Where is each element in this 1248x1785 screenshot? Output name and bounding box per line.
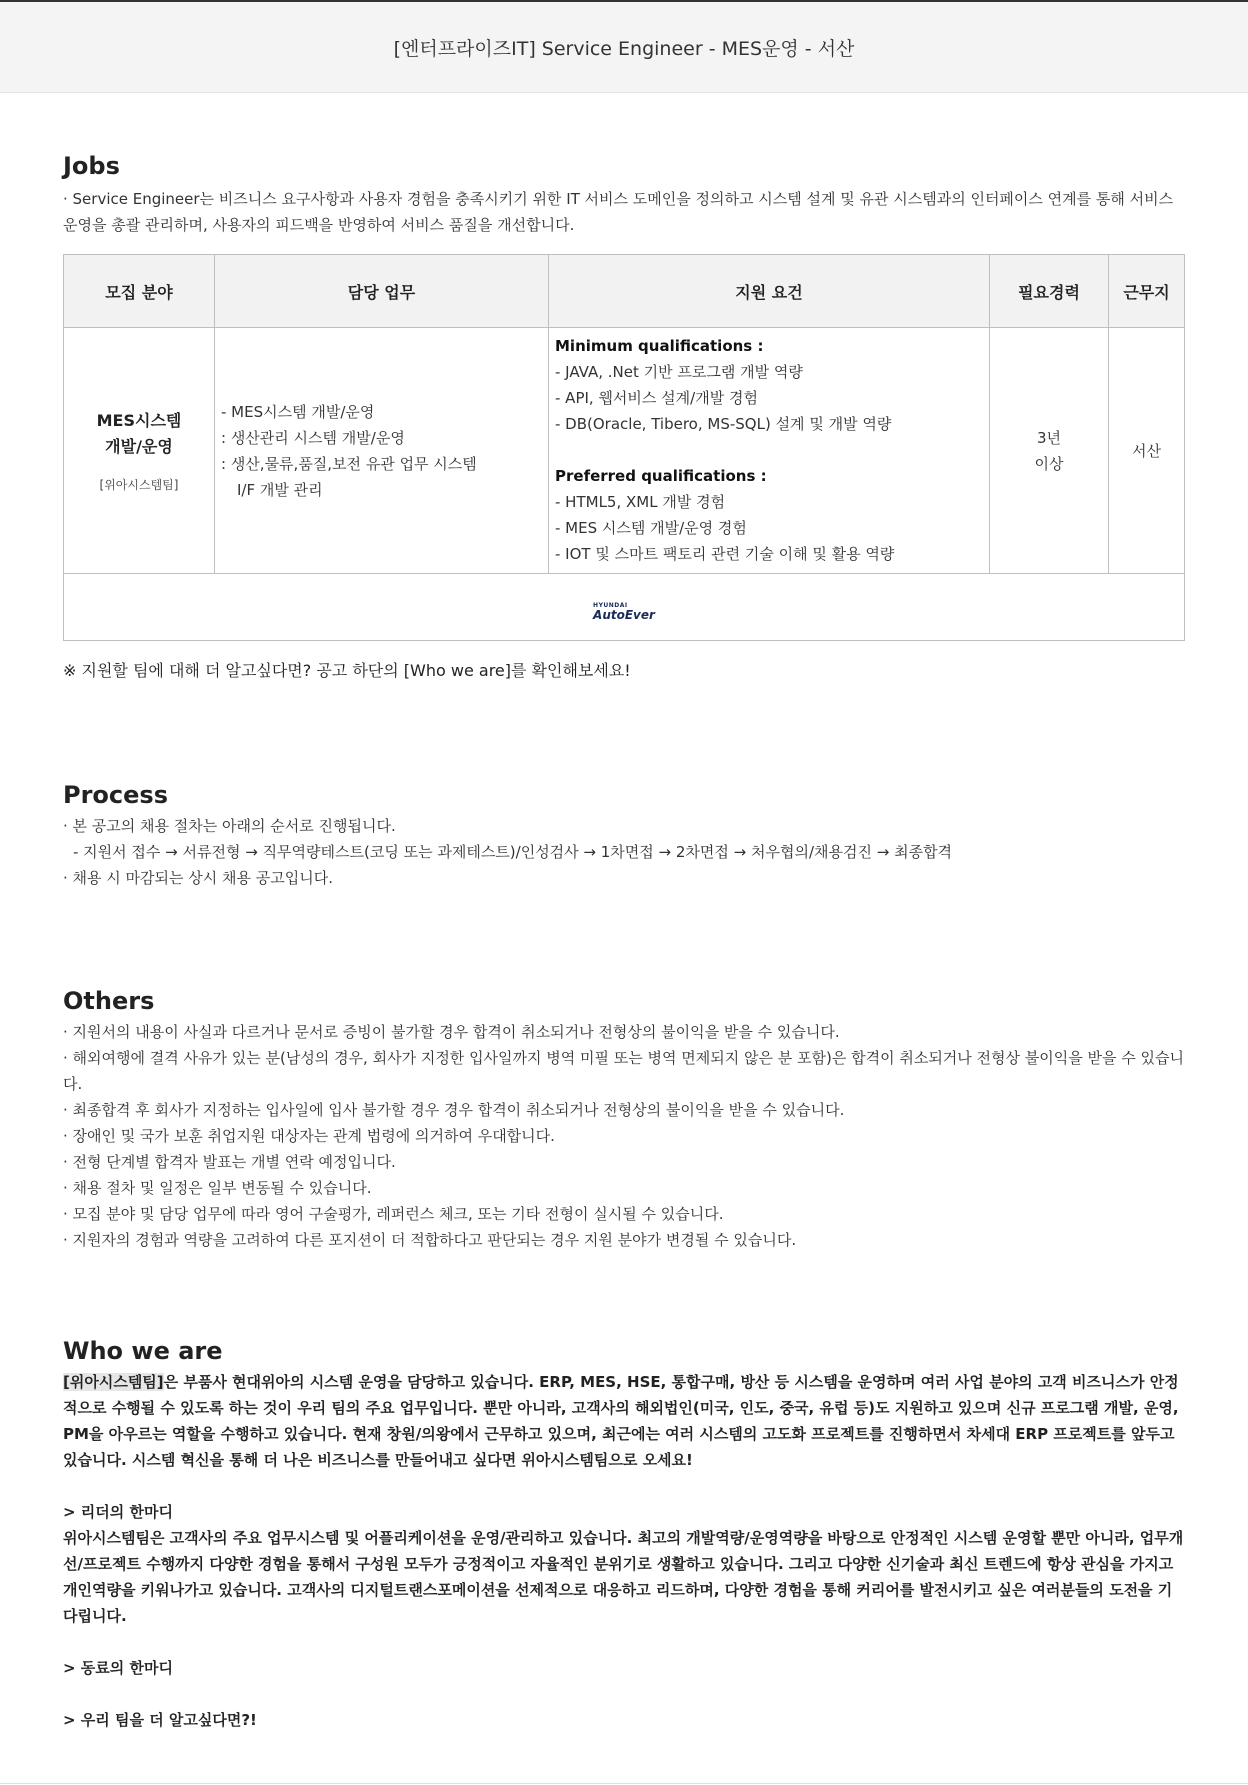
who-heading: Who we are bbox=[63, 1337, 223, 1365]
jobs-table bbox=[63, 254, 1185, 641]
min-qualification-item: - JAVA, .Net 기반 프로그램 개발 역량 bbox=[555, 363, 803, 381]
field-line-2: 개발/운영 bbox=[105, 437, 173, 456]
page-header bbox=[0, 2, 1248, 93]
duty-item: I/F 개발 관리 bbox=[237, 480, 323, 499]
min-qualification-item: - API, 웹서비스 설계/개발 경험 bbox=[555, 389, 758, 407]
who-intro bbox=[63, 1369, 1185, 1473]
location-text: 서산 bbox=[1132, 442, 1161, 460]
page-title: [엔터프라이즈IT] Service Engineer - MES운영 - 서산 bbox=[393, 37, 855, 60]
requirements-cell bbox=[549, 328, 990, 574]
process-heading: Process bbox=[63, 781, 168, 809]
career-line-2: 이상 bbox=[1034, 454, 1064, 473]
spacer bbox=[555, 437, 983, 463]
header-requirements: 지원 요건 bbox=[549, 255, 990, 328]
process-line: · 채용 시 마감되는 상시 채용 공고입니다. bbox=[63, 869, 333, 887]
logo-big-text: AutoEver bbox=[593, 608, 655, 622]
who-intro-text: 은 부품사 현대위아의 시스템 운영을 담당하고 있습니다. ERP, MES, HSE, 통합구매, 방산 등 시스템을 운영하며 여러 사업 분야의 고객 비즈니스가 안정적으로 수행될 수 있도록 하는 것이 우리 팀의 주요 업무입니다. 뿐만 아니라, 고객사의 해외법인(미국, 인도, 중국, 유럽 등)도 지원하고 있으며 신규 프로그램 개발, 운영, PM을 아우르는 역할을 수행하고 있습니다. 현재 창원/의왕에서 근무하고 있으며, 최근에는 여러 시스템의 고도화 프로젝트를 진행하면서 차세대 ERP 프로젝트를 앞두고 있습니다. 시스템 혁신을 통해 더 나은 비즈니스를 만들어내고 싶다면 위아시스템팀으로 오세요! bbox=[63, 1373, 1179, 1469]
team-tag: [위아시스템팀] bbox=[63, 1373, 164, 1391]
jobs-table-header-row bbox=[64, 255, 1185, 328]
jobs-table-row bbox=[64, 328, 1185, 574]
others-item: · 지원서의 내용이 사실과 다르거나 문서로 증빙이 불가할 경우 합격이 취소되거나 전형상의 불이익을 받을 수 있습니다. bbox=[63, 1023, 840, 1041]
logo-small-text: HYUNDAI bbox=[593, 602, 628, 609]
header-career: 필요경력 bbox=[990, 255, 1109, 328]
team-info-note: ※ 지원할 팀에 대해 더 알고싶다면? 공고 하단의 [Who we are]를 확인해보세요! bbox=[63, 661, 631, 680]
header-location: 근무지 bbox=[1109, 255, 1185, 328]
logo-cell bbox=[64, 574, 1185, 641]
preferred-qualification-item: - MES 시스템 개발/운영 경험 bbox=[555, 519, 747, 537]
bottom-border bbox=[0, 1783, 1248, 1784]
preferred-qualification-item: - IOT 및 스마트 팩토리 관련 기술 이해 및 활용 역량 bbox=[555, 545, 895, 563]
hyundai-autoever-logo bbox=[593, 602, 655, 621]
preferred-qualifications-title: Preferred qualifications : bbox=[555, 467, 767, 485]
process-steps: - 지원서 접수 → 서류전형 → 직무역량테스트(코딩 또는 과제테스트)/인성검사 → 1차면접 → 2차면접 → 처우협의/채용검진 → 최종합격 bbox=[73, 843, 953, 861]
min-qualifications-title: Minimum qualifications : bbox=[555, 337, 764, 355]
preferred-qualification-item: - HTML5, XML 개발 경험 bbox=[555, 493, 726, 511]
field-line-1: MES시스템 bbox=[96, 411, 182, 430]
field-cell bbox=[64, 328, 215, 574]
career-cell bbox=[990, 328, 1109, 574]
min-qualification-item: - DB(Oracle, Tibero, MS-SQL) 설계 및 개발 역량 bbox=[555, 415, 892, 433]
leader-title: > 리더의 한마디 bbox=[63, 1503, 173, 1521]
others-heading: Others bbox=[63, 987, 155, 1015]
others-item: · 최종합격 후 회사가 지정하는 입사일에 입사 불가할 경우 경우 합격이 취소되거나 전형상의 불이익을 받을 수 있습니다. bbox=[63, 1101, 845, 1119]
others-item: · 채용 절차 및 일정은 일부 변동될 수 있습니다. bbox=[63, 1179, 372, 1197]
spacer bbox=[63, 1473, 1185, 1499]
main-content bbox=[63, 148, 1185, 1733]
duty-item: - MES시스템 개발/운영 bbox=[221, 402, 375, 421]
more-title: > 우리 팀을 더 알고싶다면?! bbox=[63, 1711, 257, 1729]
others-item: · 지원자의 경험과 역량을 고려하여 다른 포지션이 더 적합하다고 판단되는 경우 지원 분야가 변경될 수 있습니다. bbox=[63, 1231, 797, 1249]
location-cell bbox=[1109, 328, 1185, 574]
spacer bbox=[63, 1681, 1185, 1707]
leader-text: 위아시스템팀은 고객사의 주요 업무시스템 및 어플리케이션을 운영/관리하고 있습니다. 최고의 개발역량/운영역량을 바탕으로 안정적인 시스템 운영할 뿐만 아니라, 업무개선/프로젝트 수행까지 다양한 경험을 통해서 구성원 모두가 긍정적이고 자율적인 분위기로 생활하고 있습니다. 그리고 다양한 신기술과 최신 트렌드에 항상 관심을 가지고 개인역량을 키워나가고 있습니다. 고객사의 디지털트랜스포메이션을 선제적으로 대응하고 리드하며, 다양한 경험을 통해 커리어를 발전시키고 싶은 여러분들의 도전을 기다립니다. bbox=[63, 1529, 1184, 1625]
others-item: · 모집 분야 및 담당 업무에 따라 영어 구술평가, 레퍼런스 체크, 또는 기타 전형이 실시될 수 있습니다. bbox=[63, 1205, 724, 1223]
duty-item: : 생산,물류,품질,보전 유관 업무 시스템 bbox=[221, 454, 477, 473]
logo-row bbox=[64, 574, 1185, 641]
colleague-title: > 동료의 한마디 bbox=[63, 1659, 173, 1677]
jobs-heading: Jobs bbox=[63, 152, 120, 180]
duty-item: : 생산관리 시스템 개발/운영 bbox=[221, 428, 405, 447]
process-line: · 본 공고의 채용 절차는 아래의 순서로 진행됩니다. bbox=[63, 817, 396, 835]
duties-cell bbox=[215, 328, 549, 574]
others-item: · 장애인 및 국가 보훈 취업지원 대상자는 관계 법령에 의거하여 우대합니다. bbox=[63, 1127, 555, 1145]
header-field: 모집 분야 bbox=[64, 255, 215, 328]
team-name: [위아시스템팀] bbox=[99, 478, 179, 492]
spacer bbox=[63, 1629, 1185, 1655]
jobs-description: · Service Engineer는 비즈니스 요구사항과 사용자 경험을 충족시키기 위한 IT 서비스 도메인을 정의하고 시스템 설계 및 유관 시스템과의 인터페이스 연계를 통해 서비스 운영을 총괄 관리하며, 사용자의 피드백을 반영하여 서비스 품질을 개선합니다. bbox=[63, 190, 1174, 234]
others-item: · 해외여행에 결격 사유가 있는 분(남성의 경우, 회사가 지정한 입사일까지 병역 미필 또는 병역 면제되지 않은 분 포함)은 합격이 취소되거나 전형상 불이익을 받을 수 있습니다. bbox=[63, 1049, 1185, 1093]
others-item: · 전형 단계별 합격자 발표는 개별 연락 예정입니다. bbox=[63, 1153, 396, 1171]
header-duties: 담당 업무 bbox=[215, 255, 549, 328]
career-line-1: 3년 bbox=[1036, 428, 1062, 447]
